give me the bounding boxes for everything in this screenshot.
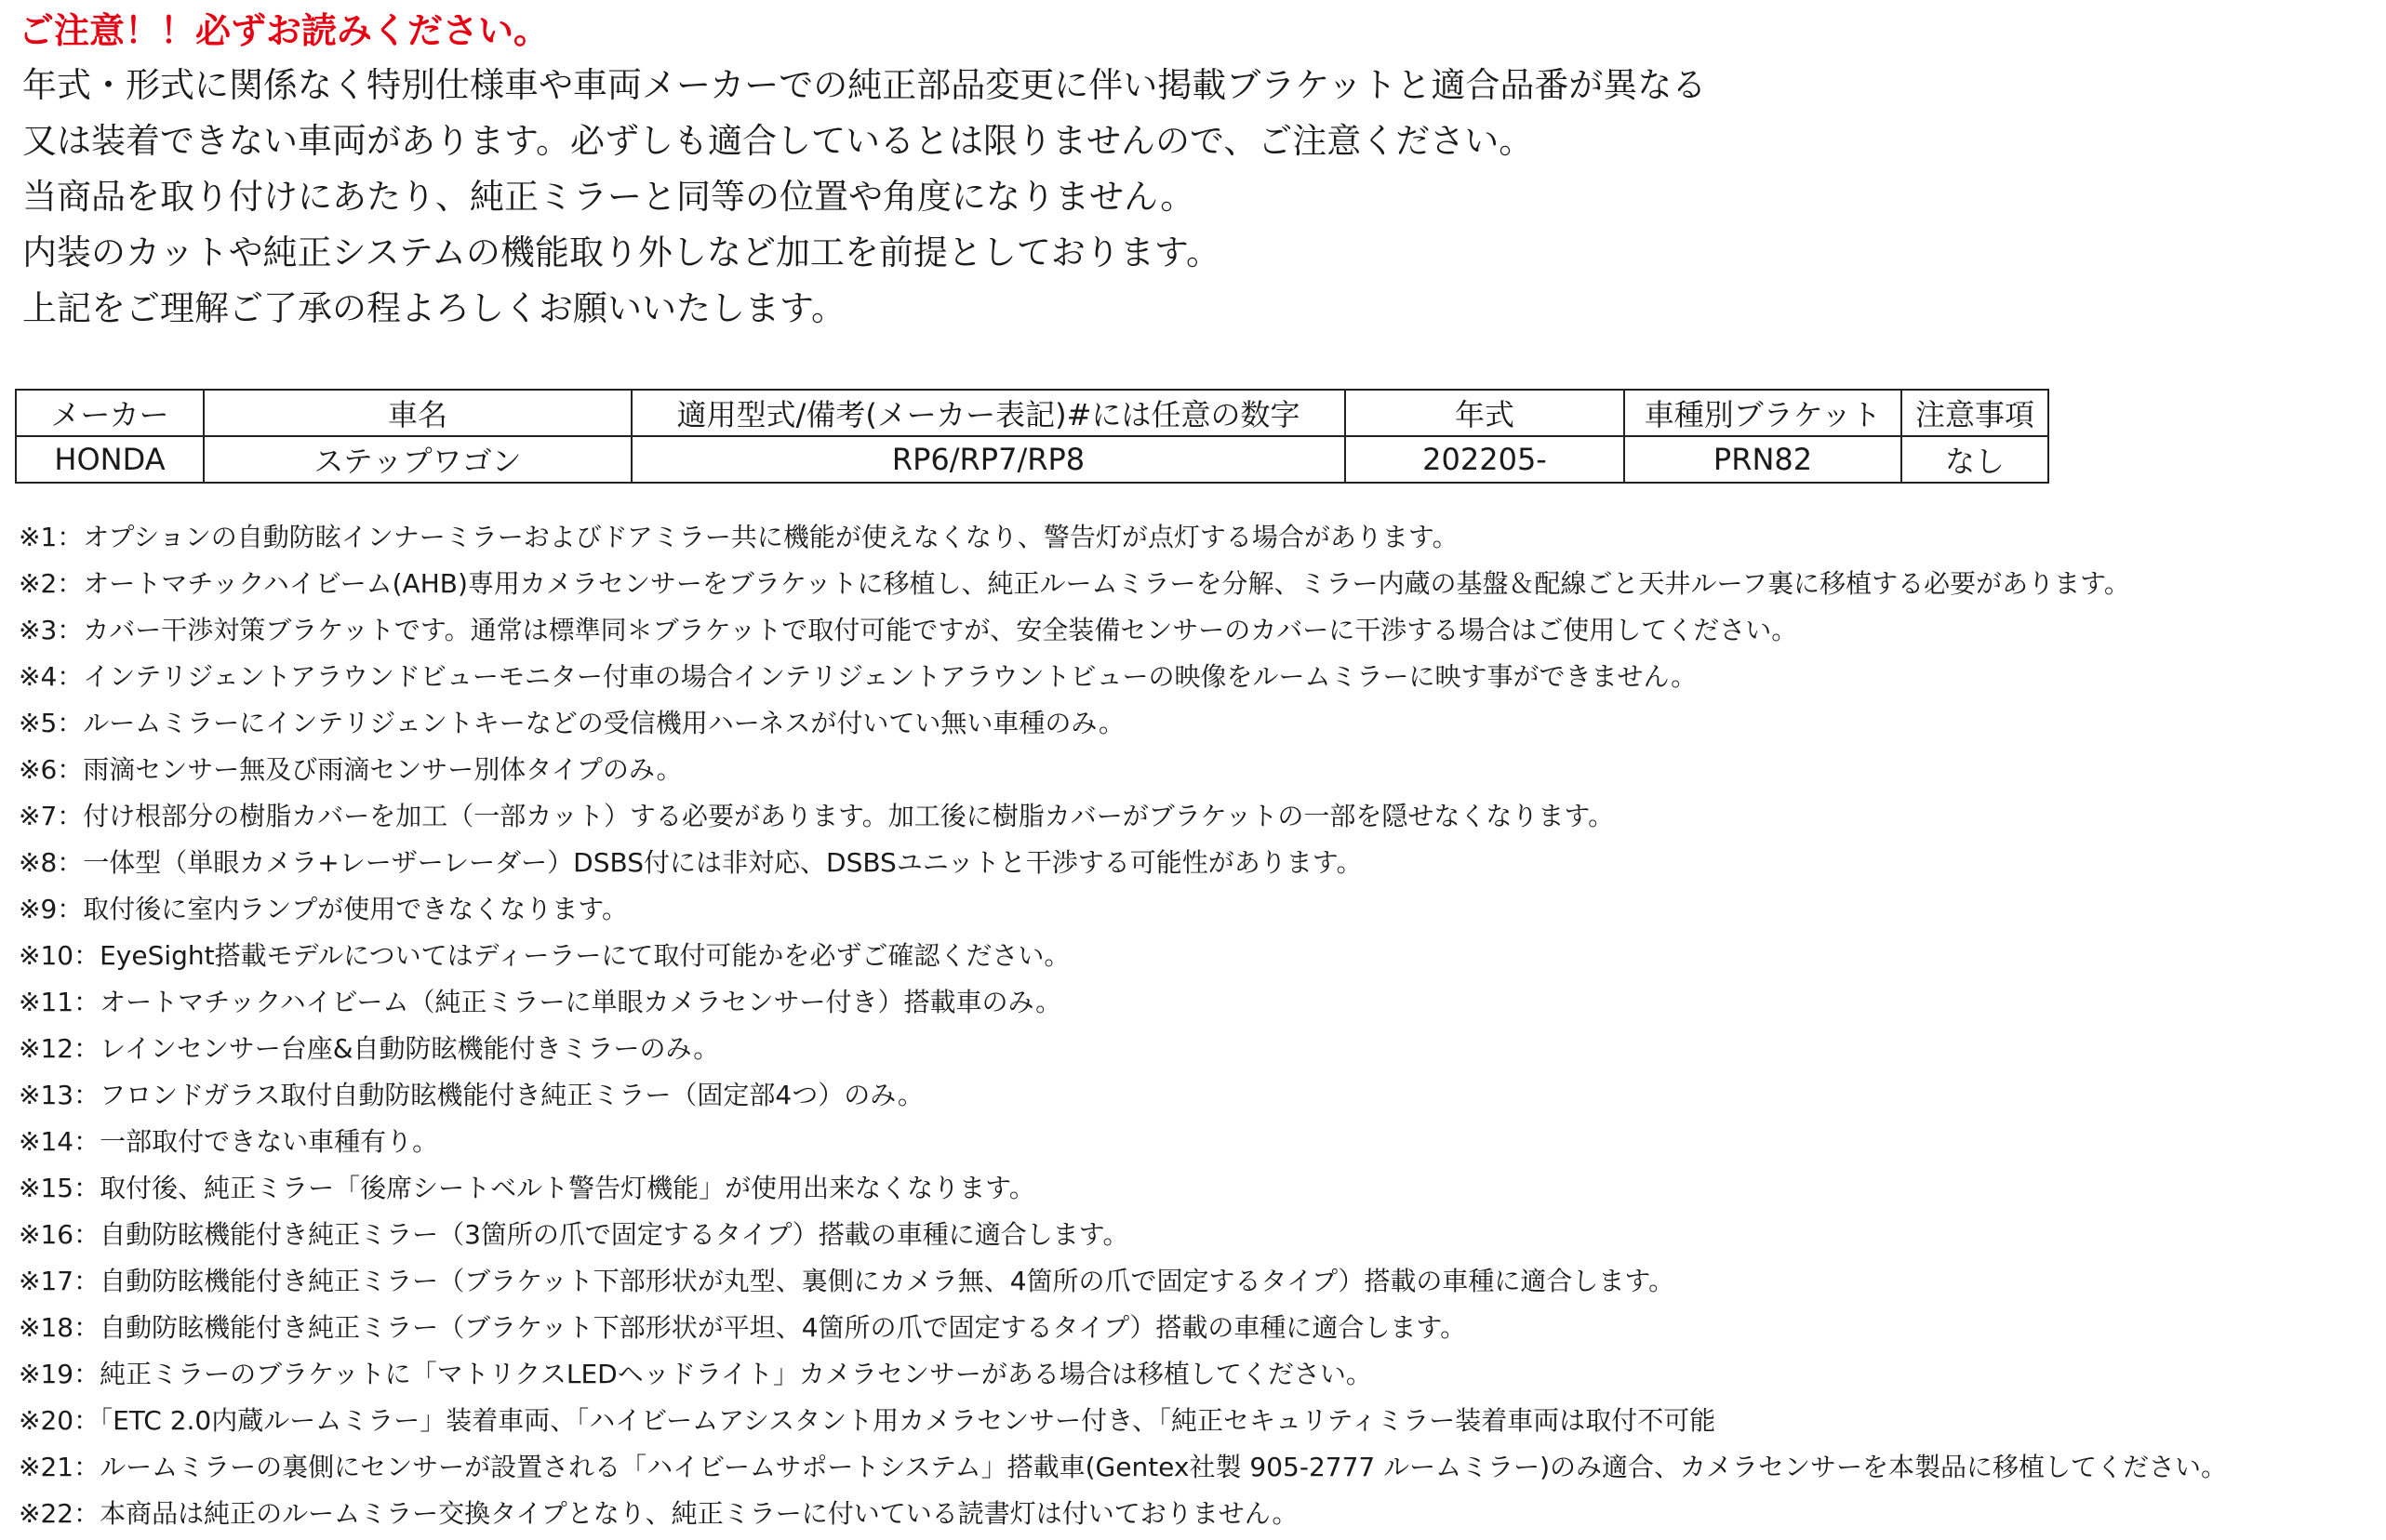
cell-bracket: PRN82: [1624, 436, 1901, 483]
cell-year: 202205-: [1345, 436, 1624, 483]
footnote: ※7：付け根部分の樹脂カバーを加工（一部カット）する必要があります。加工後に樹脂カバーがブラケットの一部を隠せなくなります。: [19, 801, 1615, 831]
header-model-code: 適用型式/備考(メーカー表記)#には任意の数字: [632, 390, 1345, 436]
footnote: ※19：純正ミラーのブラケットに「マトリクスLEDヘッドライト」カメラセンサーがある場合は移植してください。: [19, 1359, 1372, 1389]
footnote: ※11：オートマチックハイビーム（純正ミラーに単眼カメラセンサー付き）搭載車のみ。: [19, 987, 1062, 1017]
footnote: ※4：インテリジェントアラウンドビューモニター付車の場合インテリジェントアラウントビューの映像をルームミラーに映す事ができません。: [19, 661, 1698, 692]
footnote: ※13：フロンドガラス取付自動防眩機能付き純正ミラー（固定部4つ）のみ。: [19, 1080, 924, 1110]
header-maker: メーカー: [16, 390, 204, 436]
fitment-table: [15, 389, 2049, 484]
notice-intro: [22, 58, 1706, 337]
notice-line: 内装のカットや純正システムの機能取り外しなど加工を前提としております。: [22, 232, 1220, 272]
footnote: ※15：取付後、純正ミラー「後席シートベルト警告灯機能」が使用出来なくなります。: [19, 1173, 1035, 1203]
cell-car-name: ステップワゴン: [204, 436, 632, 483]
notice-heading: ご注意！！必ずお読みください。: [19, 10, 550, 51]
header-year: 年式: [1345, 390, 1624, 436]
cell-maker: HONDA: [16, 436, 204, 483]
notice-line: 当商品を取り付けにあたり、純正ミラーと同等の位置や角度になりません。: [22, 177, 1195, 217]
table-header-row: [16, 390, 2048, 436]
cell-caution: なし: [1901, 436, 2048, 483]
footnote: ※18：自動防眩機能付き純正ミラー（ブラケット下部形状が平坦、4箇所の爪で固定するタイプ）搭載の車種に適合します。: [19, 1312, 1467, 1343]
header-car-name: 車名: [204, 390, 632, 436]
table-row: [16, 436, 2048, 483]
footnote: ※9：取付後に室内ランプが使用できなくなります。: [19, 894, 629, 924]
cell-model-code: RP6/RP7/RP8: [632, 436, 1345, 483]
notice-line: 年式・形式に関係なく特別仕様車や車両メーカーでの純正部品変更に伴い掲載ブラケットと適合品番が異なる: [22, 65, 1707, 105]
footnote: ※10：EyeSight搭載モデルについてはディーラーにて取付可能かを必ずご確認ください。: [19, 940, 1071, 971]
footnote: ※14：一部取付できない車種有り。: [19, 1126, 439, 1157]
footnote: ※16：自動防眩機能付き純正ミラー（3箇所の爪で固定するタイプ）搭載の車種に適合します。: [19, 1219, 1129, 1250]
footnote: ※6：雨滴センサー無及び雨滴センサー別体タイプのみ。: [19, 754, 683, 785]
footnote: ※12：レインセンサー台座&自動防眩機能付きミラーのみ。: [19, 1033, 720, 1064]
footnote: ※1：オプションの自動防眩インナーミラーおよびドアミラー共に機能が使えなくなり、警告灯が点灯する場合があります。: [19, 522, 1459, 552]
footnote: ※5：ルームミラーにインテリジェントキーなどの受信機用ハーネスが付いてい無い車種のみ。: [19, 708, 1126, 738]
footnote: ※3：カバー干渉対策ブラケットです。通常は標準同＊ブラケットで取付可能ですが、安全装備センサーのカバーに干渉する場合はご使用してください。: [19, 615, 1798, 645]
footnote: ※22：本商品は純正のルームミラー交換タイプとなり、純正ミラーに付いている読書灯は付いておりません。: [19, 1498, 1299, 1529]
footnote: ※20：「ETC 2.0内蔵ルームミラー」装着車両、「ハイビームアシスタント用カメラセンサー付き、「純正セキュリティミラー装着車両は取付不可能: [19, 1405, 1716, 1436]
footnote: ※8：一体型（単眼カメラ+レーザーレーダー）DSBS付には非対応、DSBSユニットと干渉する可能性があります。: [19, 847, 1363, 878]
footnote: ※17：自動防眩機能付き純正ミラー（ブラケット下部形状が丸型、裏側にカメラ無、4箇所の爪で固定するタイプ）搭載の車種に適合します。: [19, 1266, 1675, 1296]
header-bracket: 車種別ブラケット: [1624, 390, 1901, 436]
footnotes-list: [19, 514, 2227, 1537]
notice-line: 上記をご理解ご了承の程よろしくお願いいたします。: [22, 288, 846, 328]
header-caution: 注意事項: [1901, 390, 2048, 436]
footnote: ※2：オートマチックハイビーム(AHB)専用カメラセンサーをブラケットに移植し、純正ルームミラーを分解、ミラー内蔵の基盤＆配線ごと天井ルーフ裏に移植する必要があります。: [19, 568, 2130, 599]
notice-line: 又は装着できない車両があります。必ずしも適合しているとは限りませんので、ご注意ください。: [22, 121, 1534, 161]
footnote: ※21：ルームミラーの裏側にセンサーが設置される「ハイビームサポートシステム」搭載車(Gentex社製 905-2777 ルームミラー)のみ適合、カメラセンサーを本製品に移植してください。: [19, 1452, 2228, 1482]
